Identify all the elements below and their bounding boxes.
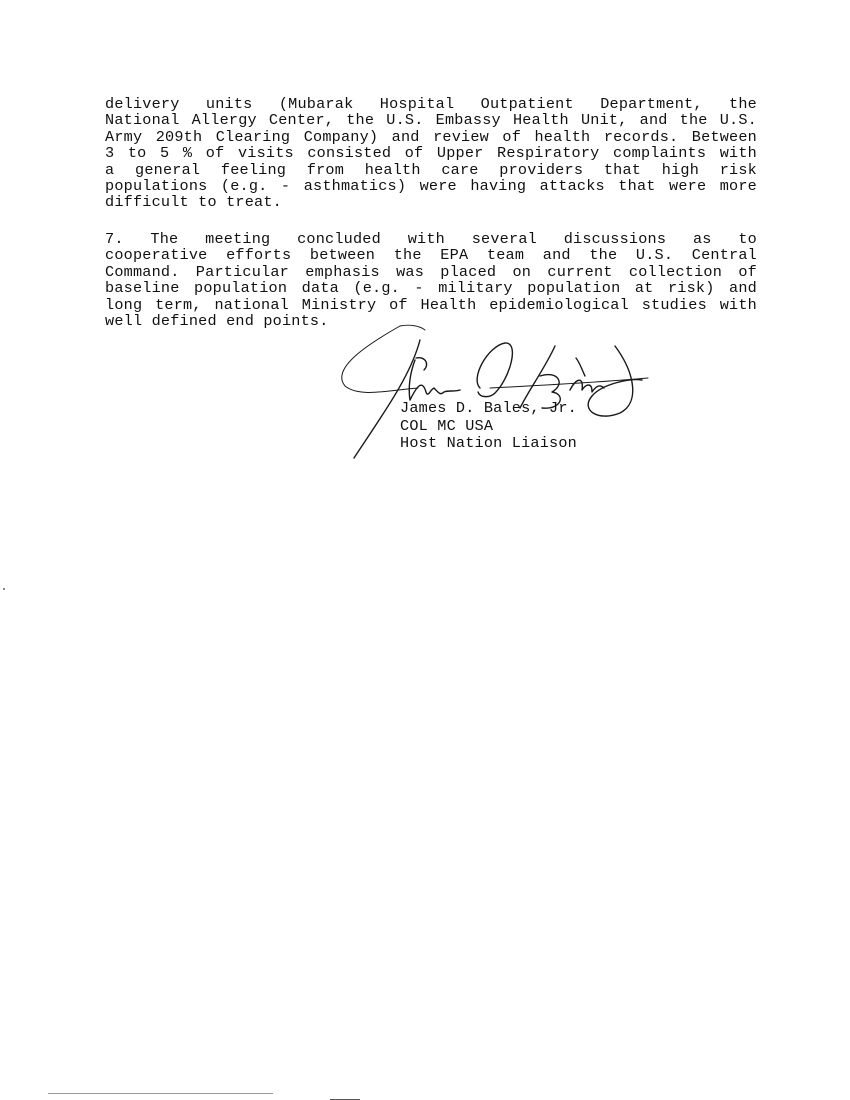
paragraph-health-records <box>105 96 757 211</box>
text-line: National Allergy Center, the U.S. Embassy Health Unit, and the U.S. <box>105 111 757 130</box>
text-line: well defined end points. <box>105 312 329 331</box>
signer-rank: COL MC USA <box>400 416 494 435</box>
scan-artifact <box>3 588 5 590</box>
text-line: delivery units (Mubarak Hospital Outpatient Department, the <box>105 95 757 113</box>
text-line: difficult to treat. <box>105 193 282 212</box>
scan-artifact <box>48 1093 273 1094</box>
paragraph-meeting-conclusion <box>105 231 757 329</box>
text-line: baseline population data (e.g. - military population at risk) and <box>105 279 757 298</box>
signer-title: Host Nation Liaison <box>400 434 577 452</box>
text-line: long term, national Ministry of Health epidemiological studies with <box>105 295 757 314</box>
signature-block <box>400 400 577 453</box>
text-line: a general feeling from health care providers that high risk <box>105 160 757 179</box>
text-line: Army 209th Clearing Company) and review of health records. Between <box>105 127 757 146</box>
text-line: populations (e.g. - asthmatics) were having attacks that were more <box>105 177 757 196</box>
text-line: cooperative efforts between the EPA team and the U.S. Central <box>105 246 757 265</box>
text-line: 3 to 5 % of visits consisted of Upper Respiratory complaints with <box>105 144 757 163</box>
text-line: 7. The meeting concluded with several discussions as to <box>105 230 757 248</box>
signer-name: James D. Bales, Jr. <box>400 399 577 417</box>
text-line: Command. Particular emphasis was placed on current collection of <box>105 262 757 281</box>
